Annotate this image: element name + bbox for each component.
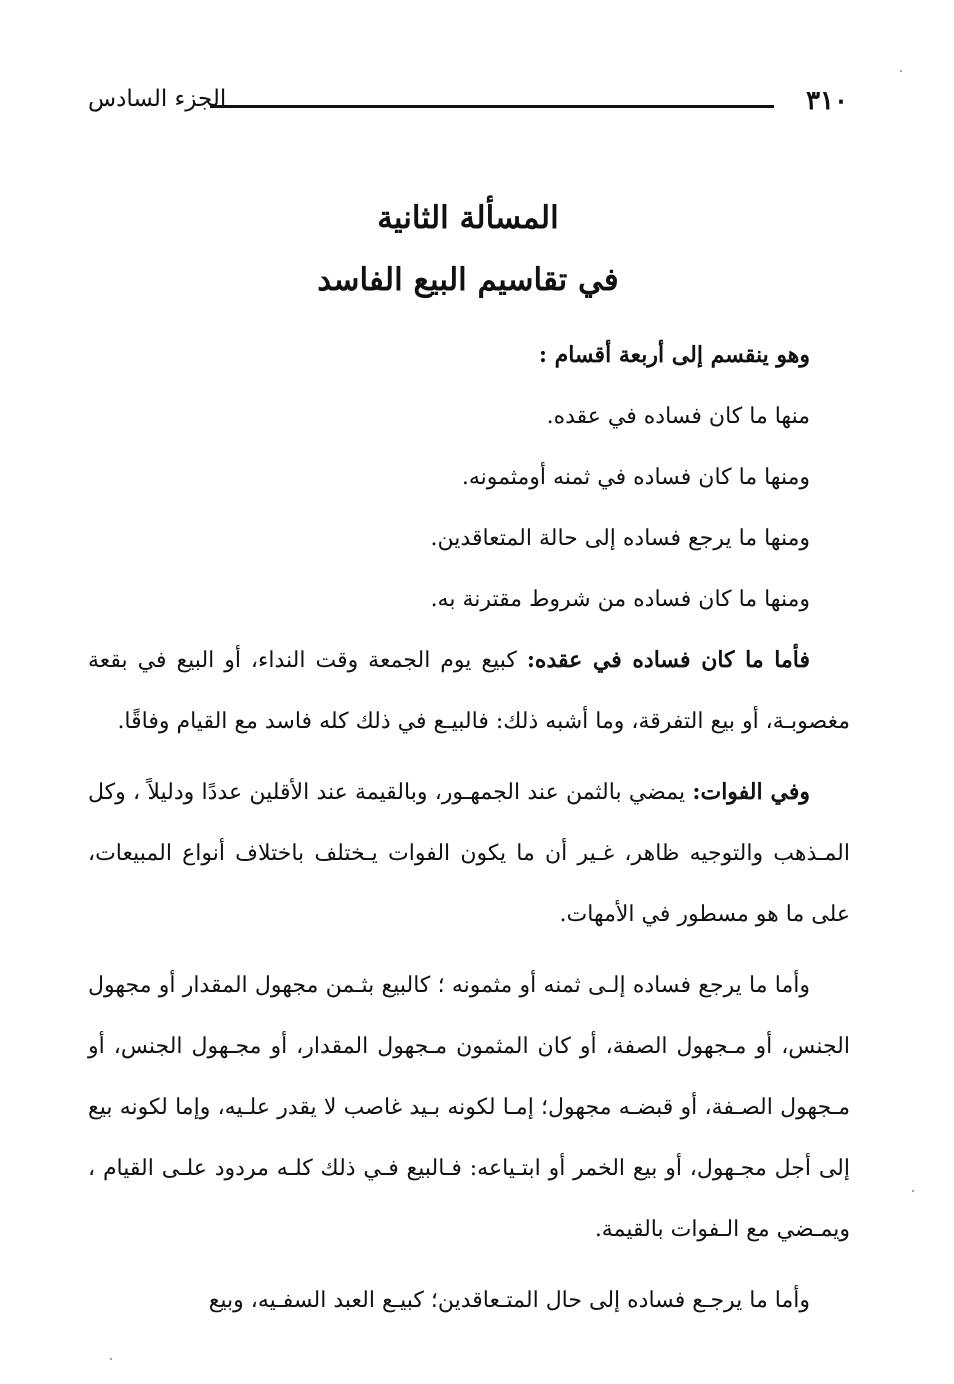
chapter-subtitle: في تقاسيم البيع الفاسد (317, 262, 619, 298)
paragraph-2-text: يمضي بالثمن عند الجمهـور، وبالقيمة عند الأقلين عددًا ودليلاً ، وكل المـذهب والتوجيه ظاهر، غـير أن ما يكون الفوات يـختلف باختلاف أنواع المبيعات، على ما هو مسطور في الأمهات. (88, 780, 850, 927)
volume-title: الجزء السادس (88, 86, 227, 112)
paragraph-1-lead: فأما ما كان فساده في عقده: (526, 647, 810, 673)
scan-speck (110, 1358, 112, 1360)
paragraph-1 (88, 630, 850, 752)
body-text (88, 325, 850, 1341)
list-item: منها ما كان فساده في عقده. (546, 404, 810, 429)
chapter-title: المسألة الثانية (377, 200, 559, 236)
intro-line: وهو ينقسم إلى أربعة أقسام : (538, 342, 810, 368)
paragraph-4: وأما ما يرجـع فساده إلى حال المتـعاقدين؛ كبيـع العبد السفـيه، وبيع (208, 1288, 810, 1313)
page-number: ٣١٠ (806, 86, 848, 116)
header-rule (210, 105, 774, 108)
running-head (88, 86, 848, 126)
paragraph-1-text: كبيع يوم الجمعة وقت النداء، أو البيع في بقعة مغصوبـة، أو بيع التفرقة، وما أشبه ذلك: فالبيـع في ذلك كله فاسد مع القيام وفاقًا. (88, 648, 850, 734)
list-item: ومنها ما يرجع فساده إلى حالة المتعاقدين. (430, 526, 810, 551)
scan-speck (912, 1190, 914, 1192)
scan-speck (900, 70, 902, 72)
paragraph-2-lead: وفي الفوات: (692, 779, 811, 805)
list-item: ومنها ما كان فساده في ثمنه أومثمونه. (461, 465, 810, 490)
list-item: ومنها ما كان فساده من شروط مقترنة به. (430, 587, 810, 612)
paragraph-2 (88, 762, 850, 945)
paragraph-3: وأما ما يرجع فساده إلـى ثمنه أو مثمونه ؛ كالبيع بثـمن مجهول المقدار أو مجهول الجنس، أو مـجهول الصفة، أو كان المثمون مـجهول المقدار، أو مجـهول الجنس، أو مـجهول الصـفة، أو قبضـه مجهول؛ إمـا لكونه بـيد غاصب لا يقدر علـيه، وإما لكونه بيع إلى أجل مجـهول، أو بيع الخمر أو ابتـياعه: فـالبيع فـي ذلك كلـه مردود علـى القيام ، ويمـضي مع الـفوات بالقيمة. (88, 973, 850, 1242)
